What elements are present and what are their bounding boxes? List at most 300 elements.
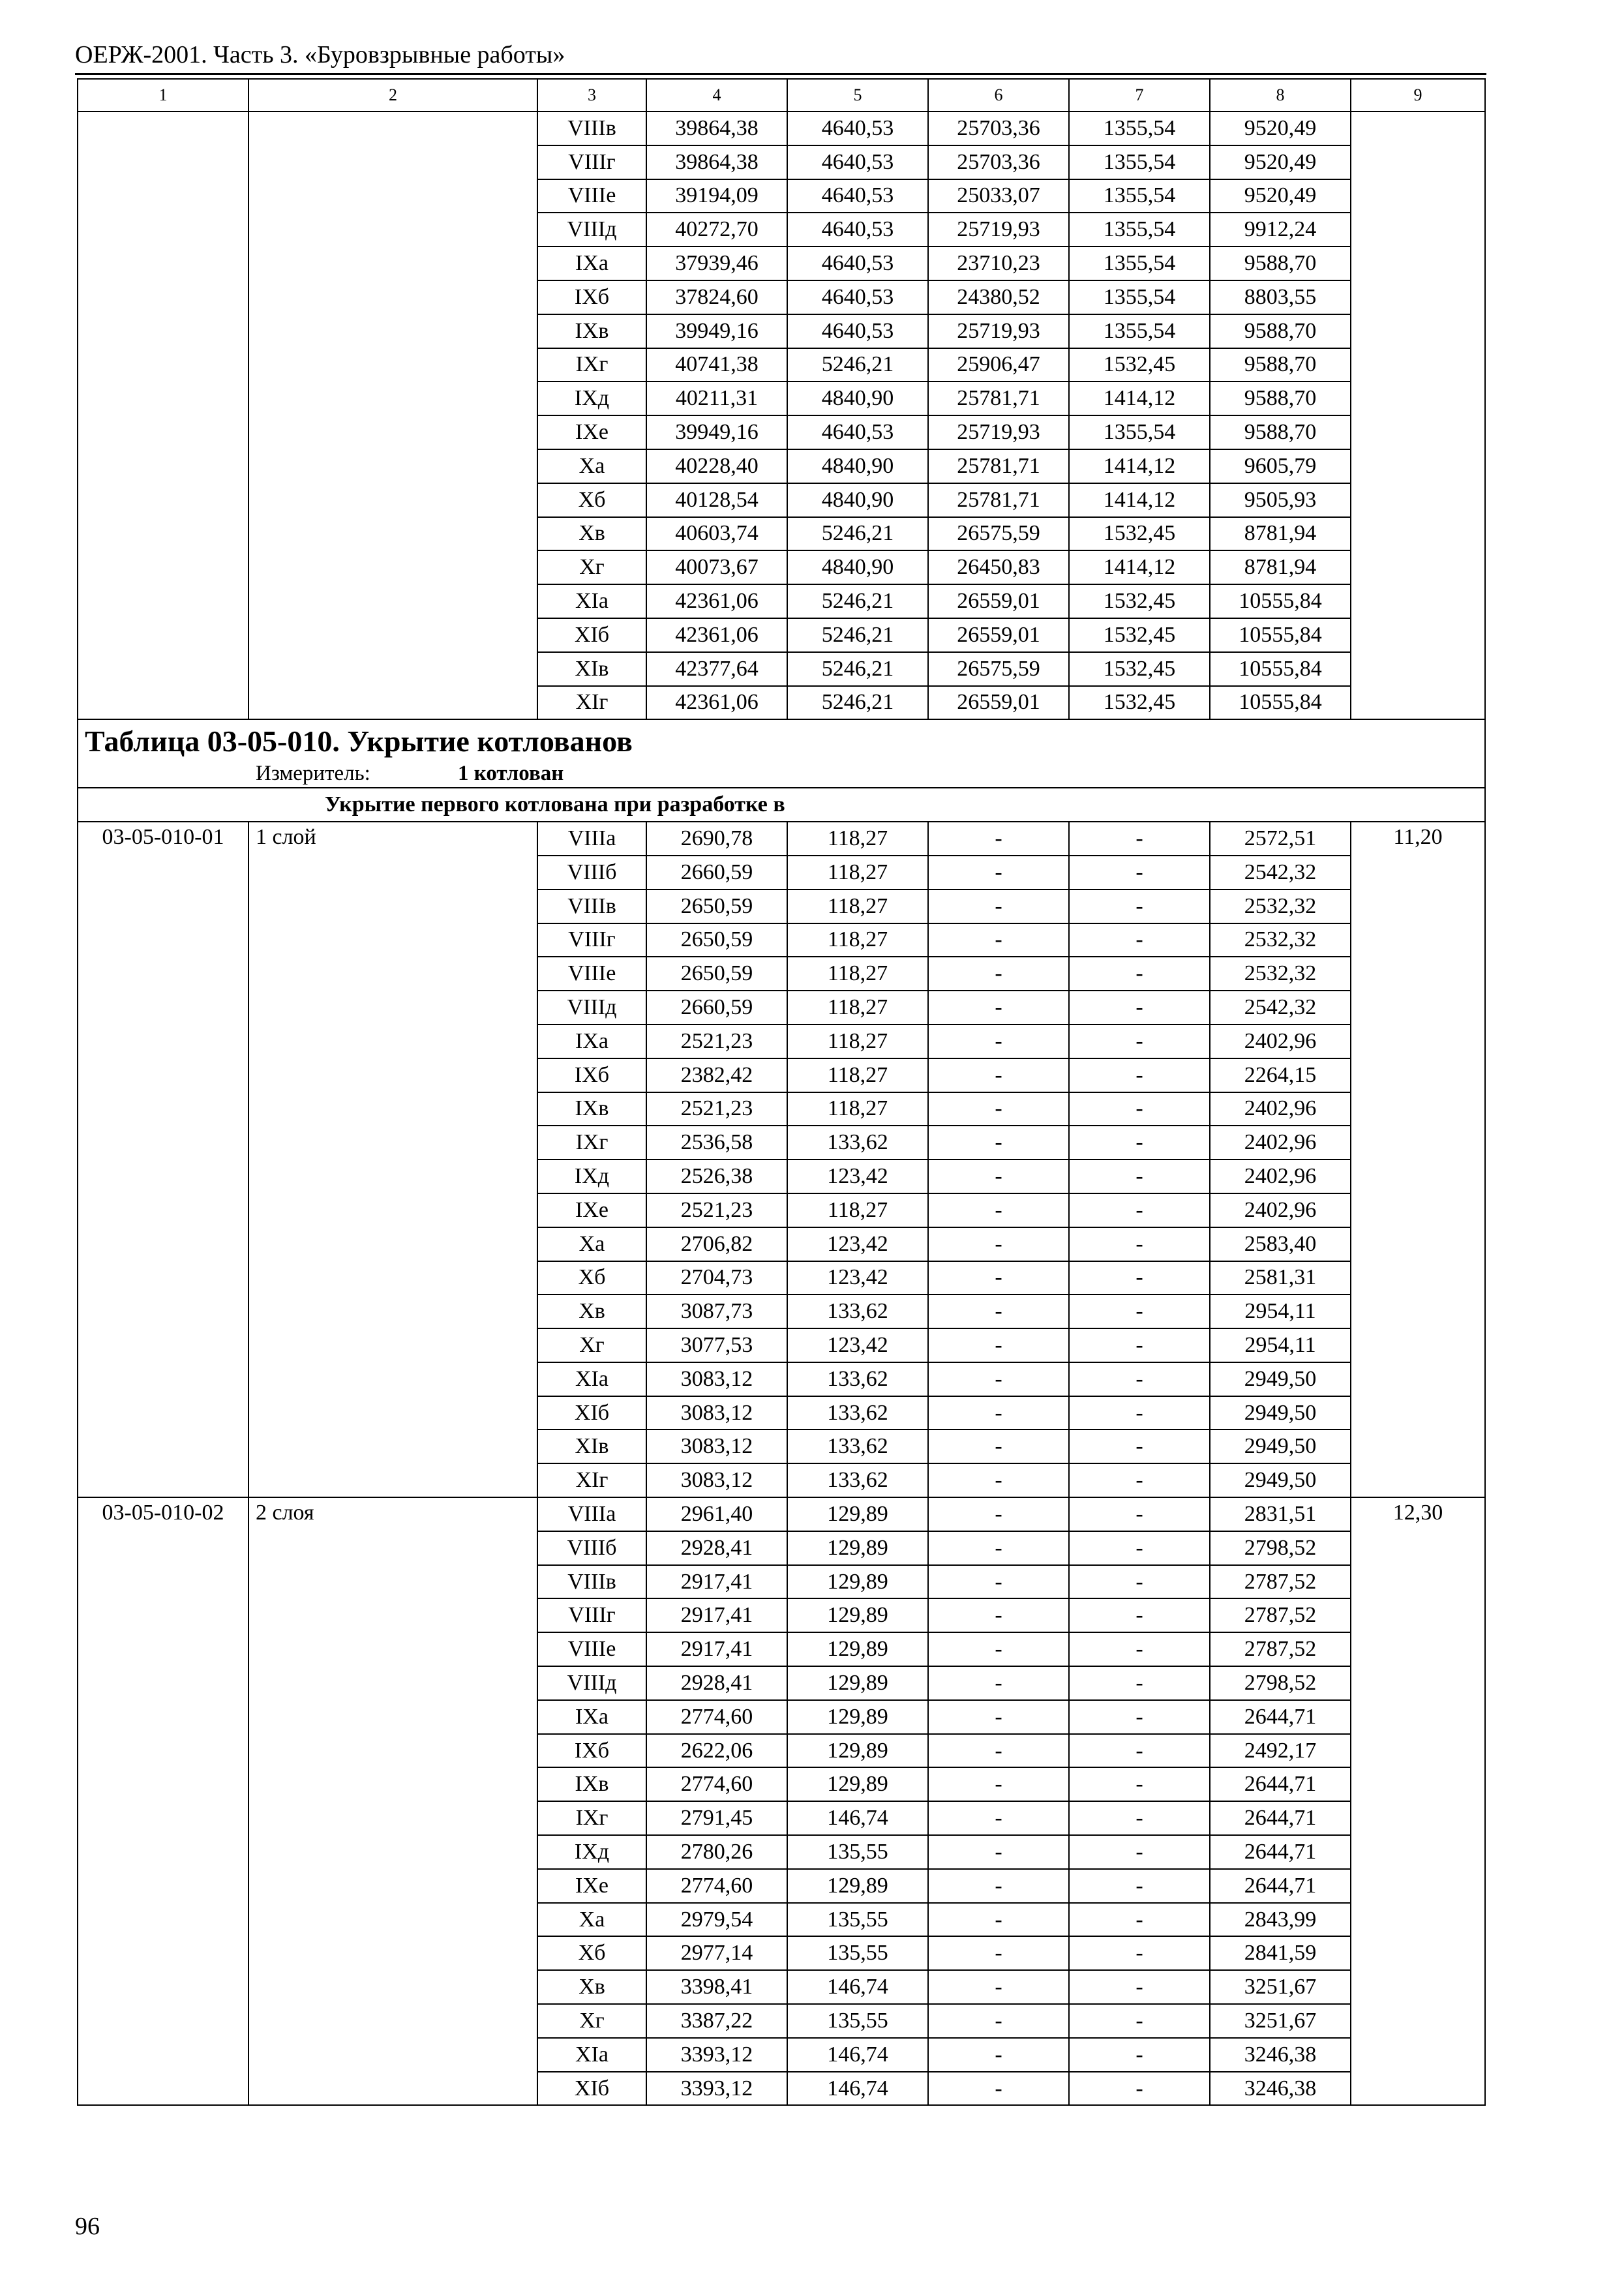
table-cell: - [1069,1261,1210,1295]
price-cell [1351,112,1485,719]
table-cell: - [928,856,1069,890]
table-cell: Xг [537,2004,646,2038]
table-cell: 42361,06 [646,584,787,618]
table-cell: 129,89 [787,1767,928,1801]
table-cell: 2917,41 [646,1632,787,1666]
table-cell: 5246,21 [787,652,928,686]
table-cell: 2402,96 [1210,1092,1351,1126]
table-cell: 4840,90 [787,382,928,415]
table-cell: 118,27 [787,1058,928,1092]
table-cell: - [1069,1734,1210,1768]
table-cell: 133,62 [787,1396,928,1430]
table-cell: XIб [537,618,646,652]
table-cell: 42361,06 [646,618,787,652]
section-title: Укрытие первого котлована при разработке в [78,788,1485,822]
table-cell: - [1069,1869,1210,1903]
column-number: 9 [1351,79,1485,112]
measure-value: 1 котлован [458,762,564,786]
table-cell: 2928,41 [646,1666,787,1700]
table-cell: 40128,54 [646,483,787,517]
table-cell: 5246,21 [787,584,928,618]
table-cell: - [1069,1632,1210,1666]
table-cell: - [928,1396,1069,1430]
rate-name: 2 слоя [248,1497,537,2105]
table-cell: 4640,53 [787,112,928,145]
table-cell: Xг [537,1328,646,1362]
column-number: 7 [1069,79,1210,112]
table-cell: 25719,93 [928,213,1069,247]
table-cell: 118,27 [787,856,928,890]
table-cell: - [1069,2004,1210,2038]
table-cell: - [928,2038,1069,2072]
table-cell: - [928,1734,1069,1768]
table-cell: IXа [537,1025,646,1058]
table-cell: IXа [537,247,646,280]
table-cell: 2521,23 [646,1092,787,1126]
table-cell: 1532,45 [1069,584,1210,618]
table-cell: 4840,90 [787,483,928,517]
table-cell: Xб [537,1261,646,1295]
table-cell: 129,89 [787,1565,928,1599]
table-cell: 3083,12 [646,1396,787,1430]
table-cell: 39949,16 [646,415,787,449]
table-cell: 1532,45 [1069,517,1210,551]
table-cell: 2650,59 [646,957,787,991]
table-cell: VIIIа [537,822,646,856]
table-cell: - [928,957,1069,991]
table-cell: IXе [537,415,646,449]
table-cell: - [928,1092,1069,1126]
measure-line [256,763,1478,785]
table-cell: - [928,1666,1069,1700]
table-cell: 39949,16 [646,314,787,348]
table-cell: XIг [537,1463,646,1497]
table-cell: IXд [537,1159,646,1193]
table-cell: 26575,59 [928,652,1069,686]
column-number: 4 [646,79,787,112]
table-cell: Xв [537,1294,646,1328]
table-cell: 1414,12 [1069,449,1210,483]
table-cell: - [928,1497,1069,1531]
table-cell: 8781,94 [1210,550,1351,584]
table-cell: - [1069,1159,1210,1193]
table-cell: 9588,70 [1210,348,1351,382]
table-cell: 4640,53 [787,247,928,280]
table-cell: 1355,54 [1069,112,1210,145]
table-cell: 3393,12 [646,2072,787,2106]
table-cell: - [928,890,1069,923]
column-number: 8 [1210,79,1351,112]
table-cell: 2622,06 [646,1734,787,1768]
table-cell: Xг [537,550,646,584]
table-cell: - [1069,822,1210,856]
table-cell: VIIIг [537,1598,646,1632]
table-cell: 2532,32 [1210,923,1351,957]
table-cell: 2949,50 [1210,1396,1351,1430]
table-cell: 2583,40 [1210,1227,1351,1261]
table-cell: - [928,1261,1069,1295]
table-cell: IXа [537,1700,646,1734]
table-cell: 9520,49 [1210,112,1351,145]
table-cell: 129,89 [787,1531,928,1565]
table-cell: - [1069,1362,1210,1396]
table-row [78,822,1485,856]
table-cell: - [1069,1801,1210,1835]
table-cell: VIIIг [537,923,646,957]
table-cell: XIа [537,1362,646,1396]
table-cell: 26559,01 [928,618,1069,652]
table-cell: 2928,41 [646,1531,787,1565]
table-cell: - [1069,1294,1210,1328]
table-cell: 2492,17 [1210,1734,1351,1768]
table-cell: XIв [537,652,646,686]
table-cell: 118,27 [787,1092,928,1126]
table-cell: 2542,32 [1210,856,1351,890]
table-cell: - [1069,1936,1210,1970]
header-divider [75,73,1486,75]
table-cell: - [928,1126,1069,1159]
table-cell: 26575,59 [928,517,1069,551]
table-cell: 2532,32 [1210,957,1351,991]
table-cell: VIIIб [537,856,646,890]
table-cell: - [928,1159,1069,1193]
rate-col9: 11,20 [1351,822,1485,1497]
table-cell: 2949,50 [1210,1463,1351,1497]
table-cell: - [1069,1092,1210,1126]
table-cell: 2949,50 [1210,1362,1351,1396]
table-cell: Xа [537,1227,646,1261]
table-cell: - [928,1632,1069,1666]
table-cell: 2644,71 [1210,1801,1351,1835]
table-cell: 42361,06 [646,686,787,720]
table-cell: 2774,60 [646,1767,787,1801]
table-cell: IXг [537,1126,646,1159]
table-cell: 40073,67 [646,550,787,584]
table-cell: 3393,12 [646,2038,787,2072]
table-cell: 9520,49 [1210,179,1351,213]
table-cell: VIIIв [537,890,646,923]
table-cell: 1355,54 [1069,314,1210,348]
table-cell: 2843,99 [1210,1903,1351,1937]
table-cell: VIIIд [537,213,646,247]
table-title-row [78,719,1485,788]
table-cell: - [928,1294,1069,1328]
table-cell: 2690,78 [646,822,787,856]
table-cell: - [928,1025,1069,1058]
table-cell: 1355,54 [1069,213,1210,247]
table-cell: 118,27 [787,822,928,856]
table-cell: - [928,1598,1069,1632]
table-cell: Xа [537,1903,646,1937]
column-number: 6 [928,79,1069,112]
column-number: 2 [248,79,537,112]
table-cell: - [1069,2072,1210,2106]
table-cell: 146,74 [787,1801,928,1835]
column-number: 3 [537,79,646,112]
table-cell: 1532,45 [1069,618,1210,652]
table-cell: 9588,70 [1210,415,1351,449]
table-cell: 10555,84 [1210,584,1351,618]
column-number: 1 [78,79,248,112]
table-cell: 146,74 [787,2072,928,2106]
page-number: 96 [75,2213,100,2240]
table-cell: 3083,12 [646,1362,787,1396]
table-cell: 40741,38 [646,348,787,382]
table-cell: 129,89 [787,1869,928,1903]
table-cell: 40228,40 [646,449,787,483]
table-cell: 9520,49 [1210,145,1351,179]
table-cell: - [1069,1429,1210,1463]
table-cell: 2521,23 [646,1025,787,1058]
table-cell: 2949,50 [1210,1429,1351,1463]
table-cell: 5246,21 [787,348,928,382]
table-cell: 3246,38 [1210,2072,1351,2106]
table-cell: 135,55 [787,1903,928,1937]
table-cell: 9605,79 [1210,449,1351,483]
table-cell: 2704,73 [646,1261,787,1295]
table-cell: 2521,23 [646,1193,787,1227]
table-cell: 2787,52 [1210,1565,1351,1599]
table-cell: VIIIд [537,1666,646,1700]
table-cell: - [928,923,1069,957]
table-cell: - [928,1903,1069,1937]
table-cell: - [1069,1193,1210,1227]
table-cell: 1355,54 [1069,145,1210,179]
table-row [78,112,1485,145]
table-cell: IXг [537,1801,646,1835]
table-cell: 2977,14 [646,1936,787,1970]
table-cell: 25906,47 [928,348,1069,382]
table-cell: 2572,51 [1210,822,1351,856]
table-cell: 2402,96 [1210,1159,1351,1193]
table-cell: 5246,21 [787,686,928,720]
table-cell: - [1069,2038,1210,2072]
table-cell: 2660,59 [646,856,787,890]
table-cell: 133,62 [787,1126,928,1159]
table-cell: 1414,12 [1069,483,1210,517]
table-cell: 123,42 [787,1227,928,1261]
table-cell: 135,55 [787,2004,928,2038]
table-cell: 4640,53 [787,280,928,314]
table-cell: - [1069,1835,1210,1869]
table-cell: XIв [537,1429,646,1463]
table-cell: - [1069,957,1210,991]
table-cell: - [1069,1598,1210,1632]
table-cell: 123,42 [787,1328,928,1362]
table-cell: 129,89 [787,1497,928,1531]
table-cell: - [1069,1970,1210,2004]
table-cell: - [1069,1903,1210,1937]
table-cell: 1355,54 [1069,280,1210,314]
table-cell: 2402,96 [1210,1193,1351,1227]
table-cell: 2954,11 [1210,1328,1351,1362]
table-cell: XIб [537,1396,646,1430]
table-cell: IXб [537,1058,646,1092]
table-cell: 2706,82 [646,1227,787,1261]
table-cell: 3083,12 [646,1463,787,1497]
table-cell: 133,62 [787,1294,928,1328]
table-cell: 2644,71 [1210,1869,1351,1903]
table-cell: 2979,54 [646,1903,787,1937]
table-cell: 4640,53 [787,415,928,449]
rate-name: 1 слой [248,822,537,1497]
table-cell: IXд [537,1835,646,1869]
table-cell: 40603,74 [646,517,787,551]
table-cell: 2917,41 [646,1565,787,1599]
page-header-title: ОЕРЖ-2001. Часть 3. «Буровзрывные работы» [75,41,565,68]
table-cell: 37824,60 [646,280,787,314]
table-cell: 25703,36 [928,145,1069,179]
table-cell: Xб [537,1936,646,1970]
table-cell: - [928,2004,1069,2038]
table-cell: - [928,1869,1069,1903]
table-cell: 40211,31 [646,382,787,415]
table-cell: VIIIв [537,1565,646,1599]
table-cell: IXв [537,1092,646,1126]
table-cell: Xа [537,449,646,483]
table-cell: 25719,93 [928,314,1069,348]
table-cell: - [928,1767,1069,1801]
table-cell: 3083,12 [646,1429,787,1463]
table-cell: 2542,32 [1210,991,1351,1025]
table-cell: - [1069,1531,1210,1565]
table-cell: 37939,46 [646,247,787,280]
table-cell: IXд [537,382,646,415]
table-cell: - [1069,1227,1210,1261]
table-cell: 5246,21 [787,517,928,551]
table-cell: 2264,15 [1210,1058,1351,1092]
table-cell: 2787,52 [1210,1598,1351,1632]
table-cell: IXв [537,1767,646,1801]
table-cell: 3251,67 [1210,2004,1351,2038]
section-title-row [78,788,1485,822]
table-cell: 10555,84 [1210,618,1351,652]
table-cell: - [928,1429,1069,1463]
table-cell: 3077,53 [646,1328,787,1362]
table-cell: 135,55 [787,1835,928,1869]
table-cell: VIIIе [537,1632,646,1666]
table-cell: 129,89 [787,1700,928,1734]
table-cell: 39864,38 [646,145,787,179]
table-cell: 9588,70 [1210,382,1351,415]
table-cell: 3087,73 [646,1294,787,1328]
table-cell: 1414,12 [1069,550,1210,584]
table-cell: 39864,38 [646,112,787,145]
table-cell: 26450,83 [928,550,1069,584]
table-cell: - [928,1227,1069,1261]
rate-code: 03-05-010-02 [78,1497,248,2105]
column-number-row [78,79,1485,112]
table-cell: 1355,54 [1069,247,1210,280]
table-cell: XIа [537,584,646,618]
table-cell: 25781,71 [928,483,1069,517]
table-cell: - [928,1531,1069,1565]
table-cell: IXг [537,348,646,382]
table-cell: XIг [537,686,646,720]
rate-code: 03-05-010-01 [78,822,248,1497]
table-cell: - [928,1936,1069,1970]
table-title: Таблица 03-05-010. Укрытие котлованов [85,725,633,758]
table-cell: 129,89 [787,1666,928,1700]
table-cell: 9912,24 [1210,213,1351,247]
table-cell: - [1069,1126,1210,1159]
table-cell: Xв [537,517,646,551]
table-cell: 4640,53 [787,213,928,247]
table-cell: 2780,26 [646,1835,787,1869]
table-cell: 10555,84 [1210,686,1351,720]
table-cell: 118,27 [787,890,928,923]
table-cell: 1532,45 [1069,652,1210,686]
table-cell: 129,89 [787,1632,928,1666]
table-cell: 3251,67 [1210,1970,1351,2004]
table-cell: Xв [537,1970,646,2004]
name-cell [248,112,537,719]
table-cell: 23710,23 [928,247,1069,280]
table-cell: 2798,52 [1210,1666,1351,1700]
table-cell: VIIIе [537,179,646,213]
table-cell: 2581,31 [1210,1261,1351,1295]
table-cell: - [928,1058,1069,1092]
table-cell: - [1069,1396,1210,1430]
table-cell: 1414,12 [1069,382,1210,415]
table-cell: IXв [537,314,646,348]
table-cell: 25781,71 [928,382,1069,415]
table-cell: 118,27 [787,1193,928,1227]
table-cell: 2917,41 [646,1598,787,1632]
table-cell: - [928,822,1069,856]
table-cell: 25719,93 [928,415,1069,449]
table-cell: IXе [537,1193,646,1227]
table-cell: 118,27 [787,991,928,1025]
table-cell: - [928,1801,1069,1835]
table-cell: 2798,52 [1210,1531,1351,1565]
table-cell: 123,42 [787,1261,928,1295]
table-cell: 129,89 [787,1734,928,1768]
table-cell: 2841,59 [1210,1936,1351,1970]
table-cell: 118,27 [787,1025,928,1058]
table-cell: XIб [537,2072,646,2106]
table-cell: - [1069,1328,1210,1362]
rates-table [77,78,1486,2106]
table-cell: 4840,90 [787,449,928,483]
table-cell: 133,62 [787,1429,928,1463]
table-cell: - [1069,890,1210,923]
measure-label: Измеритель: [256,762,370,786]
table-header-block [78,719,1485,788]
table-cell: 2644,71 [1210,1767,1351,1801]
table-cell: VIIIв [537,112,646,145]
rate-col9: 12,30 [1351,1497,1485,2105]
table-cell: - [928,1362,1069,1396]
table-cell: 24380,52 [928,280,1069,314]
table-cell: - [1069,1767,1210,1801]
table-cell: VIIIе [537,957,646,991]
table-cell: 9588,70 [1210,314,1351,348]
table-cell: - [928,1328,1069,1362]
table-cell: - [928,1565,1069,1599]
table-cell: IXб [537,1734,646,1768]
table-cell: 118,27 [787,957,928,991]
table-cell: 25703,36 [928,112,1069,145]
table-cell: 25781,71 [928,449,1069,483]
table-cell: - [1069,923,1210,957]
table-cell: - [928,991,1069,1025]
column-number: 5 [787,79,928,112]
table-cell: - [1069,1463,1210,1497]
table-cell: 2644,71 [1210,1835,1351,1869]
table-cell: 3246,38 [1210,2038,1351,2072]
table-cell: Xб [537,483,646,517]
